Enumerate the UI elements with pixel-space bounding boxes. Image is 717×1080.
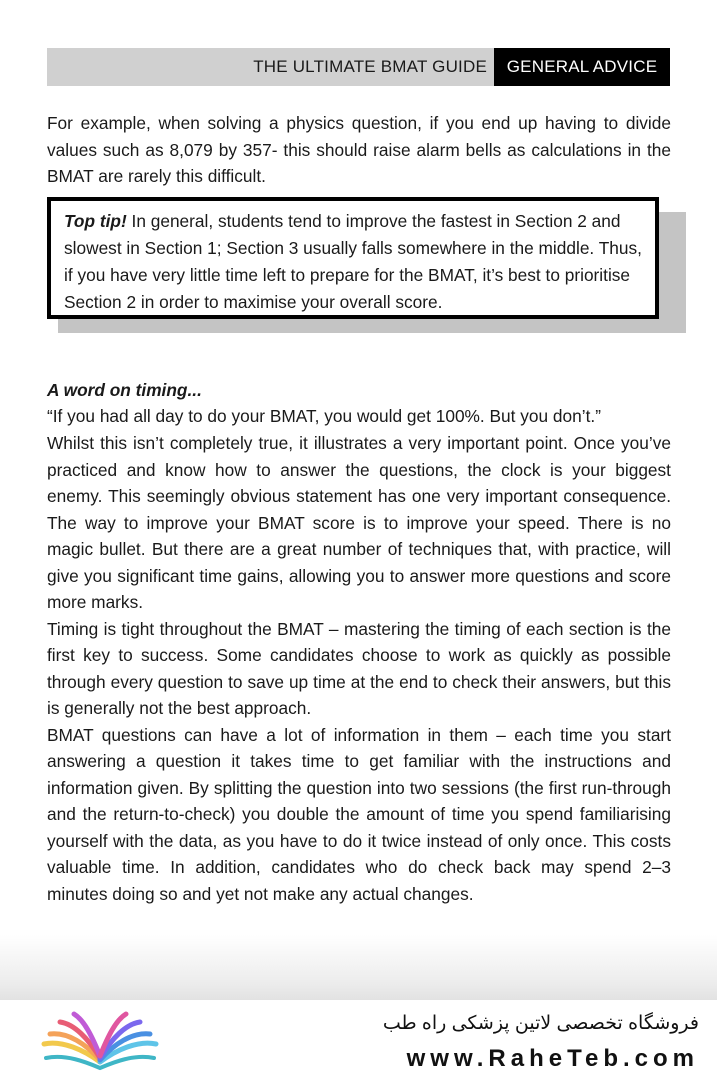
timing-body xyxy=(47,430,671,907)
book-title: THE ULTIMATE BMAT GUIDE xyxy=(253,57,487,76)
timing-heading: A word on timing... xyxy=(47,380,202,400)
top-tip-label: Top tip! xyxy=(64,211,127,231)
shop-url[interactable]: www.RaheTeb.com xyxy=(406,1045,699,1072)
open-book-icon xyxy=(40,1010,160,1072)
intro-paragraph: For example, when solving a physics question, if you end up having to divide values such as 8,079 by 357- this should raise alarm bells as calculations in the BMAT are rarely this difficult. xyxy=(47,113,671,186)
footer-banner xyxy=(0,1000,717,1080)
page-bottom-fade xyxy=(0,935,717,1000)
page-header xyxy=(47,48,670,86)
timing-quote: “If you had all day to do your BMAT, you would get 100%. But you don’t.” xyxy=(47,406,601,426)
timing-paragraph: BMAT questions can have a lot of information in them – each time you start answering a question it takes time to get familiar with the instructions and information given. By splitting the question into two sessions (the first run-through and the return-to-check) you double the amount of time you spend familiarising yourself with the data, as you have to do it twice instead of only once. This costs valuable time. In addition, candidates who do check back may spend 2–3 minutes doing so and yet not make any actual changes. xyxy=(47,724,671,904)
top-tip-text: In general, students tend to improve the fastest in Section 2 and slowest in Section 1; Section 3 usually falls somewhere in the middle. Thus, if you have very little time left to prepare for the BMAT, it’s best to prioritise Section 2 in order to maximise your overall score. xyxy=(64,211,642,312)
top-tip-box xyxy=(47,197,659,319)
shop-name: فروشگاه تخصصی لاتین پزشکی راه طب xyxy=(382,1013,699,1034)
timing-paragraph: Timing is tight throughout the BMAT – mastering the timing of each section is the first key to success. Some candidates choose to work as quickly as possible through every question to save up time at the end to check their answers, but this is generally not the best approach. xyxy=(47,618,671,718)
section-label: GENERAL ADVICE xyxy=(494,48,670,86)
timing-paragraph: Whilst this isn’t completely true, it illustrates a very important point. Once you’ve practiced and know how to answer the questions, the clock is your biggest enemy. This seemingly obvious statement has one very important consequence. The way to improve your BMAT score is to improve your speed. There is no magic bullet. But there are a great number of techniques that, with practice, will give you significant time gains, allowing you to answer more questions and score more marks. xyxy=(47,433,671,612)
